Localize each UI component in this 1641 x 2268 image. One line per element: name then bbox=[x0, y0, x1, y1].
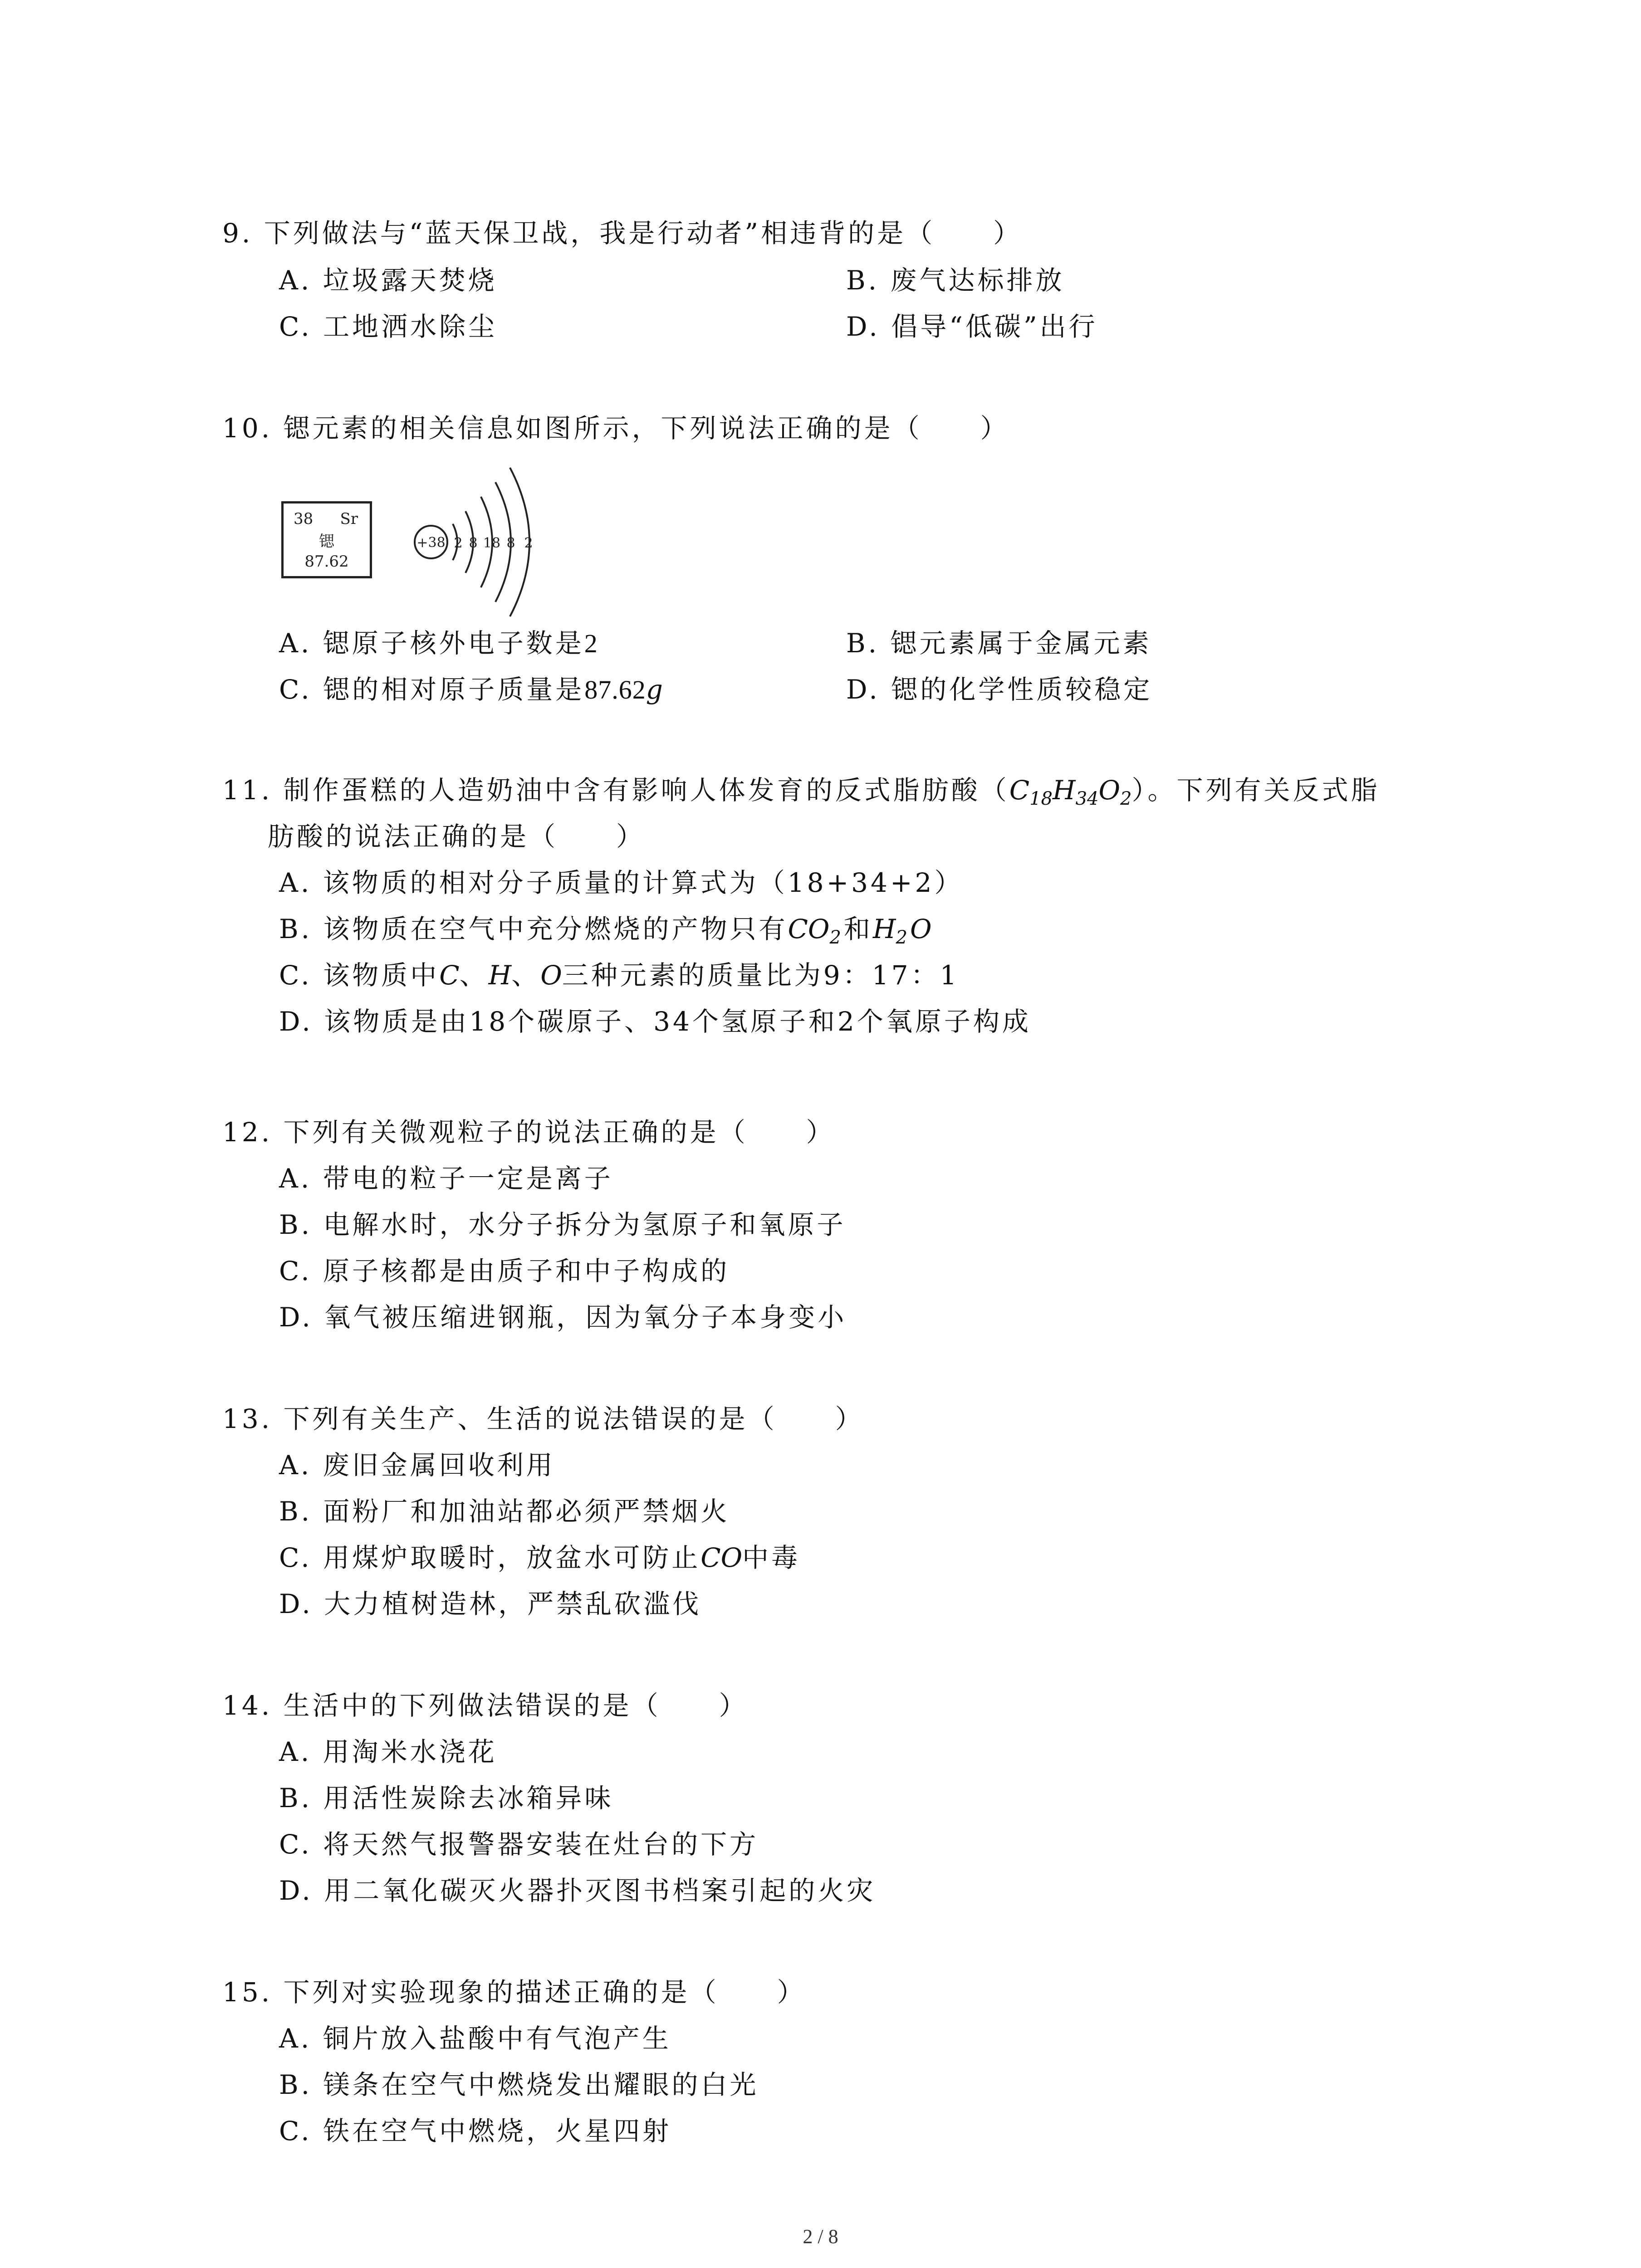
q11-option-b bbox=[279, 913, 932, 948]
q13-c-co: CO bbox=[700, 1542, 743, 1573]
q11-option-c bbox=[279, 959, 959, 992]
formula-o-sub: 2 bbox=[1120, 788, 1132, 809]
q11-c-label: C. bbox=[279, 960, 312, 991]
q13-c-post: 中毒 bbox=[742, 1542, 801, 1573]
q11-b-label: B. bbox=[279, 914, 313, 944]
q10-a-number: 2 bbox=[584, 629, 598, 658]
q10-stem: 10. 锶元素的相关信息如图所示，下列说法正确的是（ ） bbox=[222, 413, 1009, 444]
q13-option-d: D. 大力植树造林，严禁乱砍滥伐 bbox=[279, 1589, 702, 1619]
q11-option-d: D. 该物质是由18个碳原子、34个氢原子和2个氧原子构成 bbox=[279, 1006, 1031, 1037]
q11-c-sep1: 、 bbox=[459, 960, 489, 991]
q10-option-a bbox=[279, 627, 598, 660]
q13-stem: 13. 下列有关生产、生活的说法错误的是（ ） bbox=[222, 1403, 864, 1434]
q14-option-a: A. 用淘米水浇花 bbox=[279, 1736, 497, 1767]
q12-stem: 12. 下列有关微观粒子的说法正确的是（ ） bbox=[222, 1117, 835, 1148]
q10-a-text: 锶原子核外电子数是 bbox=[323, 628, 584, 659]
shell-3-count: 18 bbox=[483, 535, 501, 551]
formula-h: H bbox=[1052, 775, 1076, 806]
q11-b-h-sub: 2 bbox=[896, 927, 910, 948]
q12-option-d: D. 氧气被压缩进钢瓶，因为氧分子本身变小 bbox=[279, 1302, 847, 1333]
q11-b-text: 该物质在空气中充分燃烧的产物只有 bbox=[323, 914, 788, 944]
q10-c-text: 锶的相对原子质量是 bbox=[323, 674, 585, 705]
page-number: 2 / 8 bbox=[803, 2225, 838, 2248]
q15-stem: 15. 下列对实验现象的描述正确的是（ ） bbox=[222, 1977, 806, 2008]
q10-option-d: D. 锶的化学性质较稳定 bbox=[846, 674, 1153, 705]
shell-1-count: 2 bbox=[454, 535, 463, 551]
q13-option-c bbox=[279, 1541, 800, 1574]
q11-b-co-sub: 2 bbox=[829, 927, 844, 948]
q9-option-a: A. 垃圾露天焚烧 bbox=[279, 265, 497, 296]
q10-option-b: B. 锶元素属于金属元素 bbox=[846, 628, 1152, 659]
q12-option-b: B. 电解水时，水分子拆分为氢原子和氧原子 bbox=[279, 1209, 846, 1240]
q9-option-b: B. 废气达标排放 bbox=[846, 265, 1065, 296]
q14-option-d: D. 用二氧化碳灭火器扑灭图书档案引起的火灾 bbox=[279, 1875, 876, 1906]
formula-c-sub: 18 bbox=[1029, 788, 1053, 809]
q14-stem: 14. 生活中的下列做法错误的是（ ） bbox=[222, 1690, 748, 1721]
q11-c-post: 三种元素的质量比为9：17：1 bbox=[562, 960, 960, 991]
q14-option-b: B. 用活性炭除去冰箱异味 bbox=[279, 1783, 614, 1813]
q15-option-b: B. 镁条在空气中燃烧发出耀眼的白光 bbox=[279, 2069, 759, 2100]
q11-stem-line-2: 肪酸的说法正确的是（ ） bbox=[268, 821, 646, 852]
q11-c-o: O bbox=[540, 960, 562, 991]
q11-stem-line-1 bbox=[222, 774, 1380, 807]
q9-stem: 9. 下列做法与“蓝天保卫战，我是行动者”相违背的是（ ） bbox=[222, 218, 1023, 249]
q11-c-h: H bbox=[488, 960, 512, 991]
q9-option-c: C. 工地洒水除尘 bbox=[279, 311, 498, 342]
q10-a-label: A. bbox=[279, 628, 312, 659]
q11-c-c: C bbox=[439, 960, 460, 991]
formula-h-sub: 34 bbox=[1075, 788, 1099, 809]
shell-4-count: 8 bbox=[506, 535, 515, 551]
q13-option-a: A. 废旧金属回收利用 bbox=[279, 1450, 555, 1481]
q12-option-c: C. 原子核都是由质子和中子构成的 bbox=[279, 1256, 730, 1286]
q11-stem-part-1: 11. 制作蛋糕的人造奶油中含有影响人体发育的反式脂肪酸（ bbox=[222, 775, 1009, 806]
q11-b-o: O bbox=[910, 914, 932, 944]
q10-option-c bbox=[279, 673, 663, 706]
shell-2-count: 8 bbox=[469, 535, 478, 551]
q15-option-c: C. 铁在空气中燃烧，火星四射 bbox=[279, 2116, 672, 2146]
q11-c-sep2: 、 bbox=[511, 960, 541, 991]
q12-option-a: A. 带电的粒子一定是离子 bbox=[279, 1163, 613, 1194]
q10-c-unit: g bbox=[646, 674, 663, 705]
element-name: 锶 bbox=[319, 533, 334, 551]
element-symbol: Sr bbox=[340, 510, 358, 528]
q15-option-a: A. 铜片放入盐酸中有气泡产生 bbox=[279, 2023, 671, 2054]
shell-5-count: 2 bbox=[524, 535, 533, 551]
q11-b-h: H bbox=[872, 914, 896, 944]
q10-c-number: 87.62 bbox=[584, 675, 646, 704]
q13-option-b: B. 面粉厂和加油站都必须严禁烟火 bbox=[279, 1496, 730, 1527]
nucleus-charge: +38 bbox=[416, 535, 446, 551]
q13-c-label: C. bbox=[279, 1542, 312, 1573]
q11-stem-part-2: ）。下列有关反式脂 bbox=[1132, 775, 1380, 806]
q11-b-co: CO bbox=[788, 914, 830, 944]
q11-formula bbox=[1009, 775, 1132, 809]
q11-c-pre: 该物质中 bbox=[323, 960, 440, 991]
formula-c: C bbox=[1009, 775, 1030, 806]
formula-o: O bbox=[1098, 775, 1121, 806]
atomic-number: 38 bbox=[294, 510, 314, 528]
q13-c-pre: 用煤炉取暖时，放盆水可防止 bbox=[323, 1542, 701, 1573]
q11-option-a: A. 该物质的相对分子质量的计算式为（18+34+2） bbox=[279, 867, 964, 898]
q10-c-label: C. bbox=[279, 674, 312, 705]
atomic-mass: 87.62 bbox=[304, 552, 349, 571]
q9-option-d: D. 倡导“低碳”出行 bbox=[846, 311, 1098, 342]
q11-b-and: 和 bbox=[843, 914, 873, 944]
strontium-atom-structure-diagram bbox=[399, 460, 554, 624]
strontium-element-card bbox=[281, 501, 372, 578]
q14-option-c: C. 将天然气报警器安装在灶台的下方 bbox=[279, 1829, 759, 1860]
